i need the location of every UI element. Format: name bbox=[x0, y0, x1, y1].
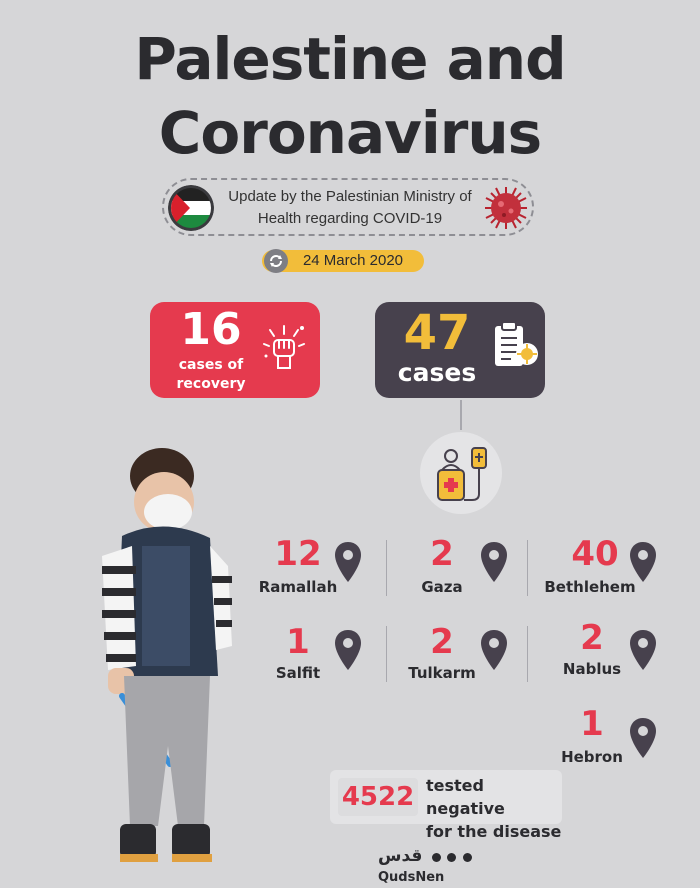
recovery-count: 16 bbox=[180, 304, 242, 355]
city-name-ramallah: Ramallah bbox=[258, 578, 338, 596]
brand-footer bbox=[378, 846, 538, 888]
city-count-tulkarm: 2 bbox=[430, 622, 454, 662]
city-name-nablus: Nablus bbox=[562, 660, 622, 678]
city-name-hebron: Hebron bbox=[561, 748, 623, 766]
city-count-bethlehem: 40 bbox=[571, 534, 619, 574]
location-pin-icon bbox=[479, 628, 509, 676]
brand-logo: قدس bbox=[378, 846, 423, 866]
date-text: 24 March 2020 bbox=[302, 252, 404, 269]
tested-label bbox=[426, 774, 566, 843]
tested-count: 4522 bbox=[341, 782, 415, 812]
city-count-ramallah: 12 bbox=[274, 534, 322, 574]
location-pin-icon bbox=[333, 628, 363, 676]
palestine-flag-icon bbox=[168, 185, 214, 231]
iv-drip-icon bbox=[434, 444, 490, 504]
city-count-hebron: 1 bbox=[580, 704, 604, 744]
column-separator bbox=[386, 626, 387, 682]
location-pin-icon bbox=[333, 540, 363, 588]
update-text bbox=[215, 186, 485, 230]
city-name-salfit: Salfit bbox=[275, 664, 321, 682]
location-pin-icon bbox=[628, 716, 658, 764]
brand-handle: QudsNen bbox=[378, 870, 445, 885]
location-pin-icon bbox=[628, 540, 658, 588]
title-line-2: Coronavirus bbox=[158, 99, 542, 167]
tested-label-line-1: tested negative bbox=[426, 776, 505, 818]
instagram-icon bbox=[463, 853, 472, 862]
city-count-gaza: 2 bbox=[430, 534, 454, 574]
tested-label-line-2: for the disease bbox=[426, 822, 562, 841]
recovery-label-line-1: cases of bbox=[178, 357, 244, 373]
facebook-icon bbox=[432, 853, 441, 862]
medical-report-icon bbox=[489, 318, 541, 374]
connector-line bbox=[460, 400, 462, 430]
cases-label: cases bbox=[397, 358, 477, 387]
raised-fist-icon bbox=[258, 322, 310, 376]
twitter-icon bbox=[447, 853, 456, 862]
update-line-1: Update by the Palestinian Ministry of bbox=[228, 188, 472, 205]
location-pin-icon bbox=[628, 628, 658, 676]
column-separator bbox=[527, 540, 528, 596]
recovery-label-line-2: recovery bbox=[176, 376, 246, 392]
title-line-1: Palestine and bbox=[134, 25, 566, 93]
child-with-mask-image bbox=[92, 446, 242, 872]
location-pin-icon bbox=[479, 540, 509, 588]
recovery-label bbox=[165, 356, 257, 394]
update-line-2: Health regarding COVID-19 bbox=[257, 210, 443, 227]
city-name-gaza: Gaza bbox=[421, 578, 463, 596]
column-separator bbox=[386, 540, 387, 596]
city-count-nablus: 2 bbox=[580, 618, 604, 658]
virus-icon bbox=[482, 184, 530, 232]
city-count-salfit: 1 bbox=[286, 622, 310, 662]
city-name-bethlehem: Bethlehem bbox=[544, 578, 636, 596]
column-separator bbox=[527, 626, 528, 682]
cases-count: 47 bbox=[403, 305, 471, 361]
city-name-tulkarm: Tulkarm bbox=[408, 664, 476, 682]
